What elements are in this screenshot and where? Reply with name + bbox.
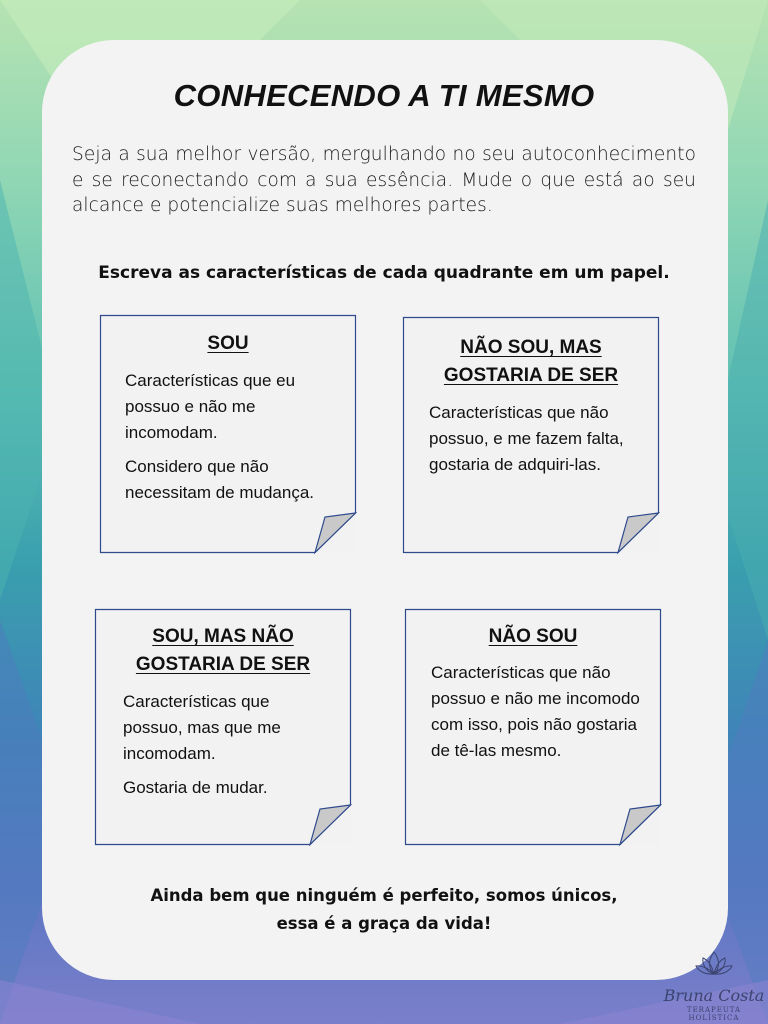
- quadrant-body: [123, 689, 323, 809]
- instruction-text: Escreva as características de cada quadrante em um papel.: [98, 263, 670, 283]
- quadrant-heading-line: SOU, MAS NÃO: [152, 626, 294, 647]
- quadrant-sou-mas-nao-gostaria: [95, 609, 351, 845]
- quadrant-text: Gostaria de mudar.: [123, 778, 268, 797]
- quadrant-heading-line: SOU: [207, 333, 249, 354]
- signature-logo: [660, 948, 768, 1022]
- quadrant-sou: [100, 315, 356, 553]
- quadrant-text: Considero que não necessitam de mudança.: [125, 457, 314, 502]
- quadrant-heading: [405, 623, 661, 651]
- closing-message: [0, 882, 768, 938]
- quadrant-text: Características que não possuo, e me fazem falta, gostaria de adquiri-las.: [429, 403, 624, 474]
- lotus-icon: [694, 948, 734, 980]
- quadrant-body: [431, 660, 646, 772]
- quadrant-heading-line: NÃO SOU: [488, 626, 578, 647]
- quadrant-body: [429, 400, 634, 486]
- page-title: CONHECENDO A TI MESMO: [173, 78, 595, 113]
- quadrant-body: [125, 368, 335, 514]
- quadrant-text: Características que possuo, mas que me incomodam.: [123, 692, 281, 763]
- quadrant-heading: [95, 623, 351, 679]
- quadrant-nao-sou-mas-gostaria: [403, 317, 659, 553]
- quadrant-heading-line: GOSTARIA DE SER: [443, 365, 619, 386]
- signature-subtitle: TERAPEUTA HOLÍSTICA: [686, 1006, 742, 1022]
- quadrant-text: Características que eu possuo e não me incomodam.: [125, 371, 296, 442]
- quadrant-heading-line: GOSTARIA DE SER: [135, 654, 311, 675]
- signature-name: Bruna Costa: [663, 986, 765, 1005]
- quadrant-heading-line: NÃO SOU, MAS: [460, 337, 602, 358]
- quadrant-heading: [100, 330, 356, 358]
- quadrant-nao-sou: [405, 609, 661, 845]
- closing-line: Ainda bem que ninguém é perfeito, somos únicos,: [150, 886, 618, 905]
- quadrant-text: Características que não possuo e não me incomodo com isso, pois não gostaria de tê-las mesmo.: [431, 663, 640, 760]
- closing-line: essa é a graça da vida!: [276, 914, 492, 933]
- intro-paragraph: Seja a sua melhor versão, mergulhando no seu autoconhecimento e se reconectando com a sua essência. Mude o que está ao seu alcance e potencialize suas melhores partes.: [72, 144, 696, 216]
- quadrant-heading: [403, 334, 659, 390]
